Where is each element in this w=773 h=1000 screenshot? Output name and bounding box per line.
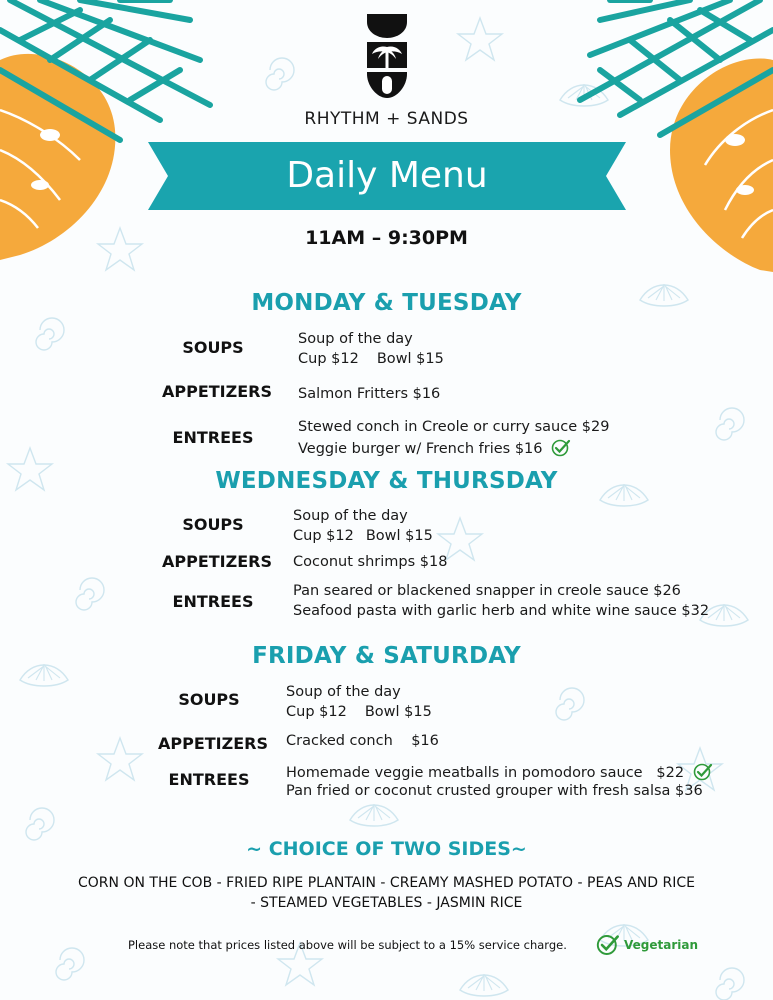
category-soups: SOUPS	[178, 690, 240, 709]
menu-item: Soup of the day	[298, 331, 413, 347]
menu-item: Salmon Fritters $16	[298, 386, 441, 402]
day-heading-friday-saturday: FRIDAY & SATURDAY	[252, 643, 521, 669]
vegetarian-legend	[596, 934, 698, 956]
category-entrees: ENTREES	[168, 770, 250, 789]
menu-item-text: Homemade veggie meatballs in pomodoro sauce $22	[286, 765, 685, 781]
category-entrees: ENTREES	[172, 428, 254, 447]
menu-item-prices	[293, 528, 433, 544]
cup-price: Cup $12	[298, 351, 359, 367]
bowl-price: Bowl $15	[365, 528, 433, 544]
palm-tree-totem-icon	[366, 14, 408, 98]
menu-item: Seafood pasta with garlic herb and white wine sauce $32	[293, 603, 710, 619]
vegetarian-check-icon	[693, 763, 713, 781]
category-appetizers: APPETIZERS	[161, 552, 272, 571]
day-heading-wednesday-thursday: WEDNESDAY & THURSDAY	[215, 468, 558, 494]
service-charge-note: Please note that prices listed above will be subject to a 15% service charge.	[128, 938, 567, 952]
menu-item: Soup of the day	[286, 684, 401, 700]
category-soups: SOUPS	[182, 515, 244, 534]
day-heading-monday-tuesday: MONDAY & TUESDAY	[251, 290, 522, 316]
menu-item: Stewed conch in Creole or curry sauce $29	[298, 419, 610, 435]
menu-item-vegetarian	[298, 439, 571, 457]
menu-item: Pan fried or coconut crusted grouper with fresh salsa $36	[286, 783, 703, 799]
sides-list	[0, 873, 773, 913]
vegetarian-check-icon	[596, 934, 620, 956]
sides-line: - STEAMED VEGETABLES - JASMIN RICE	[250, 895, 523, 911]
menu-item-vegetarian	[286, 763, 713, 781]
sides-heading: ~ CHOICE OF TWO SIDES~	[246, 838, 527, 860]
sides-line: CORN ON THE COB - FRIED RIPE PLANTAIN - CREAMY MASHED POTATO - PEAS AND RICE	[78, 875, 695, 891]
menu-title: Daily Menu	[286, 155, 488, 196]
menu-item-prices	[286, 704, 432, 720]
bowl-price: Bowl $15	[376, 351, 444, 367]
menu-item-text: Veggie burger w/ French fries $16	[298, 441, 543, 457]
menu-item: Cracked conch $16	[286, 733, 439, 749]
category-entrees: ENTREES	[172, 592, 254, 611]
bowl-price: Bowl $15	[364, 704, 432, 720]
vegetarian-legend-label: Vegetarian	[624, 938, 699, 952]
category-appetizers: APPETIZERS	[157, 734, 268, 753]
opening-hours: 11AM – 9:30PM	[305, 227, 468, 249]
cup-price: Cup $12	[293, 528, 354, 544]
category-appetizers: APPETIZERS	[161, 382, 272, 401]
cup-price: Cup $12	[286, 704, 347, 720]
menu-item: Soup of the day	[293, 508, 408, 524]
restaurant-name: RHYTHM + SANDS	[304, 109, 469, 129]
menu-item: Coconut shrimps $18	[293, 554, 448, 570]
vegetarian-check-icon	[551, 439, 571, 457]
category-soups: SOUPS	[182, 338, 244, 357]
menu-item: Pan seared or blackened snapper in creole sauce $26	[293, 583, 681, 599]
menu-item-prices	[298, 351, 444, 367]
